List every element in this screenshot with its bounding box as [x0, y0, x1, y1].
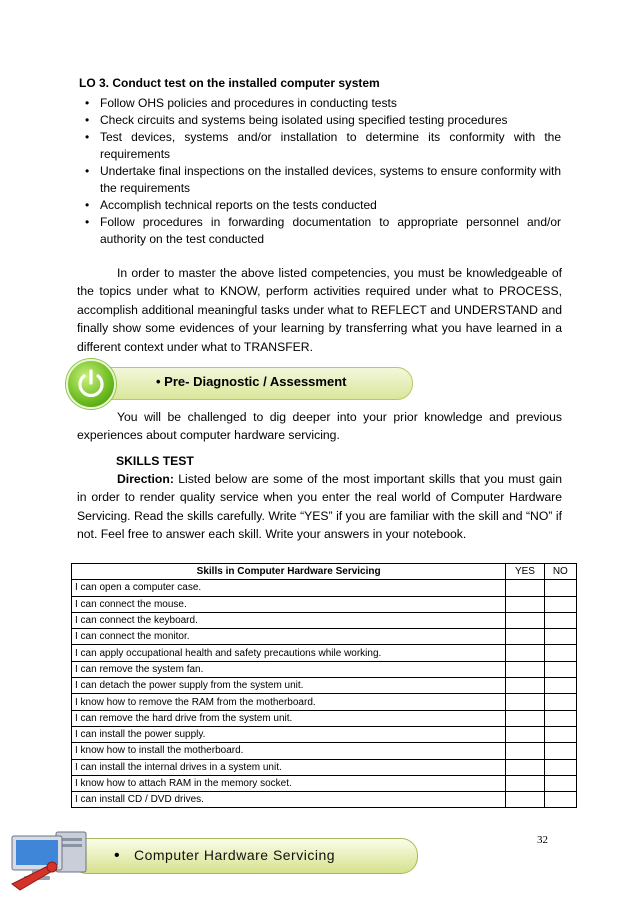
skill-cell: I can remove the hard drive from the system unit.	[72, 710, 506, 726]
list-item: • Test devices, systems and/or installation to determine its conformity with the requirements	[79, 129, 561, 163]
table-header-row	[72, 564, 577, 580]
header-skill: Skills in Computer Hardware Servicing	[72, 564, 506, 580]
yes-cell	[506, 775, 544, 791]
table-row	[72, 792, 577, 808]
table-row	[72, 661, 577, 677]
skill-cell: I can open a computer case.	[72, 580, 506, 596]
list-item: • Undertake final inspections on the installed devices, systems to ensure conformity with the requirements	[79, 163, 561, 197]
skill-cell: I know how to remove the RAM from the motherboard.	[72, 694, 506, 710]
footer-bullet: •	[114, 847, 120, 864]
yes-cell	[506, 743, 544, 759]
table-row	[72, 694, 577, 710]
skill-cell: I can detach the power supply from the system unit.	[72, 678, 506, 694]
no-cell	[544, 694, 576, 710]
yes-cell	[506, 726, 544, 742]
no-cell	[544, 792, 576, 808]
yes-cell	[506, 694, 544, 710]
yes-cell	[506, 580, 544, 596]
no-cell	[544, 710, 576, 726]
table-row	[72, 759, 577, 775]
yes-cell	[506, 645, 544, 661]
skill-cell: I can install CD / DVD drives.	[72, 792, 506, 808]
table-row	[72, 743, 577, 759]
header-no: NO	[544, 564, 576, 580]
header-yes: YES	[506, 564, 544, 580]
yes-cell	[506, 629, 544, 645]
banner-label: • Pre- Diagnostic / Assessment	[156, 374, 347, 389]
no-cell	[544, 743, 576, 759]
table-row	[72, 726, 577, 742]
skill-cell: I can remove the system fan.	[72, 661, 506, 677]
yes-cell	[506, 678, 544, 694]
skill-cell: I can install the internal drives in a system unit.	[72, 759, 506, 775]
no-cell	[544, 612, 576, 628]
table-row	[72, 645, 577, 661]
skill-cell: I can connect the keyboard.	[72, 612, 506, 628]
skill-cell: I can connect the mouse.	[72, 596, 506, 612]
skills-test-title: SKILLS TEST	[116, 454, 194, 468]
table-row	[72, 710, 577, 726]
no-cell	[544, 661, 576, 677]
yes-cell	[506, 792, 544, 808]
skill-cell: I know how to attach RAM in the memory socket.	[72, 775, 506, 791]
no-cell	[544, 580, 576, 596]
list-item: • Accomplish technical reports on the tests conducted	[79, 197, 561, 214]
no-cell	[544, 596, 576, 612]
list-item: • Follow procedures in forwarding documentation to appropriate personnel and/or authority on the test conducted	[79, 214, 561, 248]
table-row	[72, 775, 577, 791]
skill-cell: I can install the power supply.	[72, 726, 506, 742]
table-row	[72, 678, 577, 694]
skill-cell: I can connect the monitor.	[72, 629, 506, 645]
yes-cell	[506, 710, 544, 726]
learning-outcome-title: LO 3. Conduct test on the installed computer system	[79, 76, 380, 90]
power-button-icon	[66, 359, 116, 409]
no-cell	[544, 678, 576, 694]
table-row	[72, 580, 577, 596]
footer-title: Computer Hardware Servicing	[134, 847, 336, 863]
no-cell	[544, 645, 576, 661]
challenge-paragraph: You will be challenged to dig deeper into your prior knowledge and previous experiences about computer hardware servicing.	[77, 410, 562, 443]
list-item: • Follow OHS policies and procedures in conducting tests	[79, 95, 561, 112]
yes-cell	[506, 759, 544, 775]
intro-paragraph: In order to master the above listed competencies, you must be knowledgeable of the topics under what to KNOW, perform activities required under what to PROCESS, accomplish additional meaningful tasks under what to REFLECT and UNDERSTAND and finally show some evidences of your learning by transferring what you have learned in a different context under what to TRANSFER.	[77, 266, 562, 354]
direction-paragraph	[77, 470, 562, 544]
table-row	[72, 629, 577, 645]
no-cell	[544, 775, 576, 791]
skill-cell: I know how to install the motherboard.	[72, 743, 506, 759]
page-number: 32	[537, 834, 548, 846]
table-row	[72, 596, 577, 612]
yes-cell	[506, 661, 544, 677]
direction-text: Listed below are some of the most important skills that you must gain in order to render quality service when you enter the real world of Computer Hardware Servicing. Read the skills carefully. Write “YES” if you are familiar with the skill and “NO” if not. Feel free to answer each skill. Write your answers in your notebook.	[77, 472, 562, 542]
list-item: • Check circuits and systems being isolated using specified testing procedures	[79, 112, 561, 129]
learning-outcome-list	[79, 95, 561, 248]
no-cell	[544, 726, 576, 742]
skill-cell: I can apply occupational health and safety precautions while working.	[72, 645, 506, 661]
direction-label: Direction:	[117, 472, 174, 486]
section-banner	[64, 361, 414, 403]
yes-cell	[506, 612, 544, 628]
no-cell	[544, 759, 576, 775]
table-row	[72, 612, 577, 628]
no-cell	[544, 629, 576, 645]
yes-cell	[506, 596, 544, 612]
computer-wrench-icon	[8, 826, 108, 896]
skills-table	[71, 563, 577, 808]
